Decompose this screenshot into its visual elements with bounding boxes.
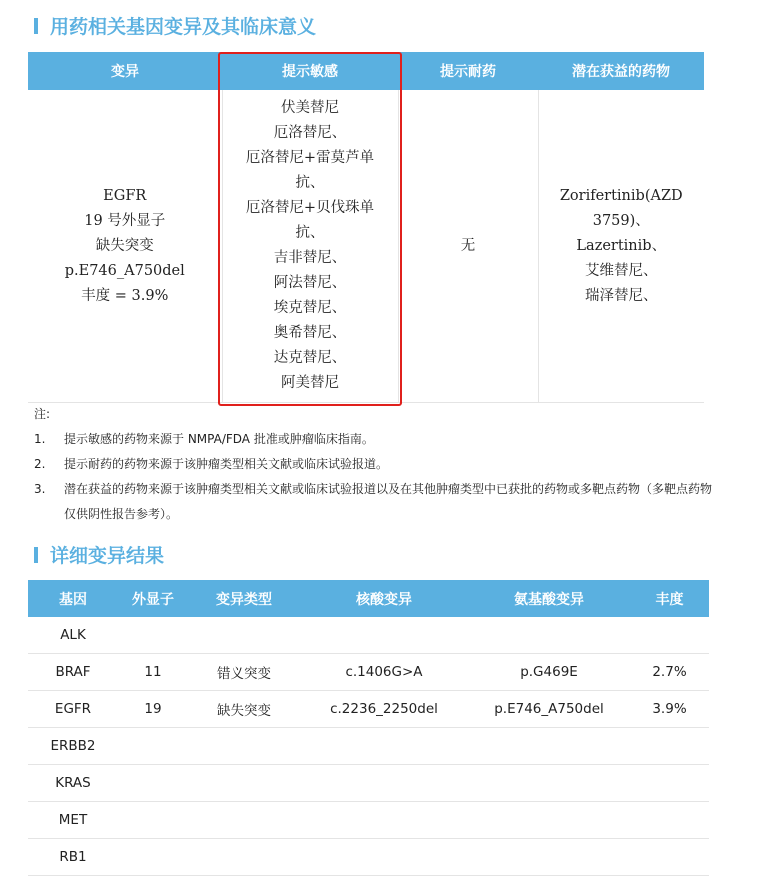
cell-line: 阿美替尼 [281,375,339,391]
table-cell [300,765,468,802]
header-cell: 外显子 [118,580,188,617]
table-row [28,617,709,654]
cell-line: 厄洛替尼、 [273,125,347,141]
cell-line: 缺失突变 [95,237,154,254]
title-bar [34,18,38,34]
note-item [34,477,714,527]
cell-line: p.E746_A750del [64,262,185,279]
table-cell [468,765,630,802]
table-row [28,728,709,765]
cell-line: Lazertinib、 [576,237,667,254]
cell-line: EGFR [103,187,147,204]
table-row [28,691,709,728]
table-cell: 11 [118,654,188,691]
note-num: 1. [34,432,46,446]
table-cell [188,839,300,876]
table-row [28,765,709,802]
title-text: 详细变异结果 [50,545,165,567]
table-cell [300,617,468,654]
table-cell: p.E746_A750del [468,691,630,728]
table-cell: p.G469E [468,654,630,691]
table-cell: c.1406G>A [300,654,468,691]
table-cell [468,728,630,765]
table-cell: 19 [118,691,188,728]
table-cell: c.2236_2250del [300,691,468,728]
drug-table [28,52,704,403]
cell-line: 19 号外显子 [84,212,166,229]
notes-label: 注: [34,407,51,421]
cell-line: 阿法替尼、 [273,275,347,291]
cell-line: 抗、 [295,225,325,241]
table-cell [630,802,709,839]
table-cell [630,839,709,876]
resistant-cell: 无 [398,90,538,403]
table-cell [118,765,188,802]
table-cell [630,617,709,654]
header-cell: 核酸变异 [300,580,468,617]
note-item [34,427,714,452]
table-cell: ERBB2 [28,728,118,765]
notes [34,402,714,527]
note-text: 提示敏感的药物来源于 NMPA/FDA 批准或肿瘤临床指南。 [64,432,374,446]
note-num: 3. [34,482,46,496]
cell-line: 奥希替尼、 [273,325,347,341]
table-cell [188,617,300,654]
table-cell: 错义突变 [188,654,300,691]
cell-line: 厄洛替尼+雷莫芦单 [245,150,375,166]
note-item [34,452,714,477]
table-cell [300,728,468,765]
header-potential: 潜在获益的药物 [538,52,704,90]
table-cell [118,839,188,876]
header-cell: 丰度 [630,580,709,617]
table-row [28,839,709,876]
table-cell [118,802,188,839]
header-cell: 基因 [28,580,118,617]
cell-line: 抗、 [295,175,325,191]
table-cell: 缺失突变 [188,691,300,728]
note-text: 提示耐药的药物来源于该肿瘤类型相关文献或临床试验报道。 [64,457,389,471]
cell-line: 埃克替尼、 [273,300,347,316]
header-resistant: 提示耐药 [398,52,538,90]
table-cell: 3.9% [630,691,709,728]
table-cell: 2.7% [630,654,709,691]
cell-line: 吉非替尼、 [273,250,347,266]
table-cell: BRAF [28,654,118,691]
table-cell [300,839,468,876]
variant-cell [28,90,222,403]
cell-line: Zorifertinib(AZD [559,187,683,204]
table-cell [630,728,709,765]
header-cell: 变异类型 [188,580,300,617]
table-cell [188,728,300,765]
table-cell: EGFR [28,691,118,728]
table-cell: MET [28,802,118,839]
cell-line: 艾维替尼、 [585,262,658,279]
table-row [28,802,709,839]
note-text: 潜在获益的药物来源于该肿瘤类型相关文献或临床试验报道以及在其他肿瘤类型中已获批的药物或多靶点药物（多靶点药物仅供阴性报告参考）。 [64,482,713,521]
table-cell [118,617,188,654]
sensitive-cell [222,90,398,403]
header-variant: 变异 [28,52,222,90]
table-cell [468,802,630,839]
section-title-drug [34,12,316,39]
table-row [28,654,709,691]
cell-line: 瑞泽替尼、 [585,287,658,304]
cell-line: 厄洛替尼+贝伐珠单 [245,200,375,216]
table-cell: KRAS [28,765,118,802]
title-text: 用药相关基因变异及其临床意义 [50,16,317,38]
potential-cell [538,90,704,403]
table-cell [630,765,709,802]
section-title-detail [34,541,164,568]
table-cell [188,802,300,839]
table-cell [188,765,300,802]
title-bar [34,547,38,563]
cell-line: 伏美替尼 [281,100,339,116]
table-cell: ALK [28,617,118,654]
header-sensitive: 提示敏感 [222,52,398,90]
cell-line: 达克替尼、 [273,350,347,366]
table-cell [468,617,630,654]
table-cell [468,839,630,876]
cell-line: 丰度 = 3.9% [81,287,169,304]
table-cell [300,802,468,839]
note-num: 2. [34,457,46,471]
table-cell: RB1 [28,839,118,876]
cell-line: 3759)、 [592,212,650,229]
variant-table [28,580,709,876]
table-cell [118,728,188,765]
header-cell: 氨基酸变异 [468,580,630,617]
